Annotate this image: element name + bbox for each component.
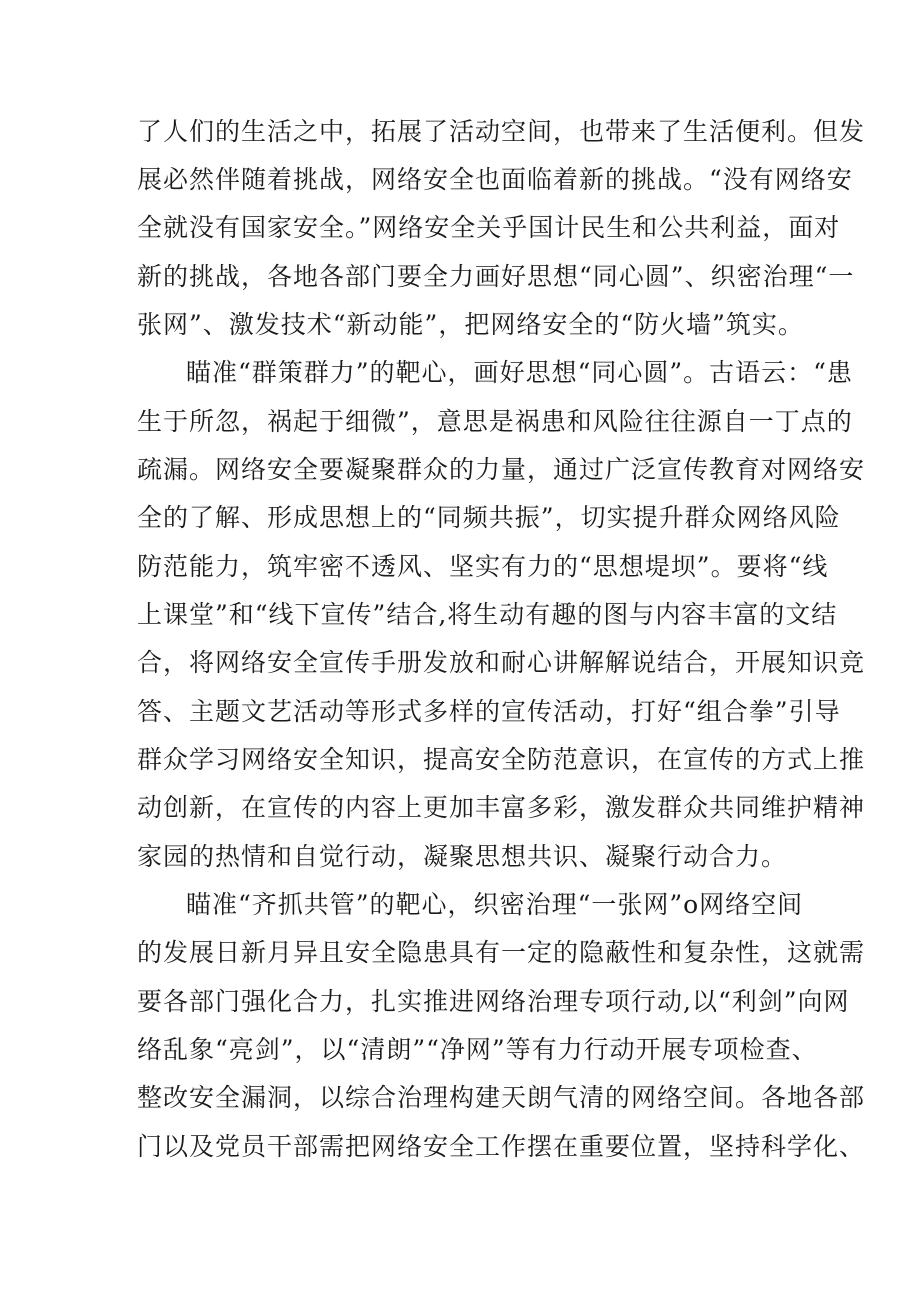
text-line: 张网”、激发技术“新动能”，把网络安全的“防火墙”筑实。 (137, 310, 804, 339)
text-line: 群众学习网络安全知识，提高安全防范意识，在宣传的方式上推 (137, 745, 866, 774)
text-line: 门以及党员干部需把网络安全工作摆在重要位置，坚持科学化、 (137, 1132, 866, 1161)
text-line: 上课堂”和“线下宣传”结合,将生动有趣的图与内容丰富的文结 (137, 600, 838, 629)
text-line: 动创新，在宣传的内容上更加丰富多彩，激发群众共同维护精神 (137, 793, 866, 822)
paragraph-first-line: 瞄准“群策群力”的靶心，画好思想“同心圆”。古语云：“患 (186, 358, 853, 387)
paragraph-first-line: 瞄准“齐抓共管”的靶心，织密治理“一张网”o网络空间 (186, 890, 804, 919)
text-line: 疏漏。网络安全要凝聚群众的力量，通过广泛宣传教育对网络安 (137, 455, 866, 484)
text-line: 答、主题文艺活动等形式多样的宣传活动，打好“组合拳”引导 (137, 697, 841, 726)
text-line: 全就没有国家安全。”网络安全关乎国计民生和公共利益，面对 (137, 213, 841, 242)
text-line: 的发展日新月异且安全隐患具有一定的隐蔽性和复杂性，这就需 (137, 938, 866, 967)
text-line: 家园的热情和自觉行动，凝聚思想共识、凝聚行动合力。 (137, 842, 788, 871)
text-line: 合，将网络安全宣传手册发放和耐心讲解解说结合，开展知识竞 (137, 648, 866, 677)
text-line: 展必然伴随着挑战，网络安全也面临着新的挑战。“没有网络安 (137, 165, 853, 194)
text-line: 络乱象“亮剑”，以“清朗”“净网”等有力行动开展专项检查、 (137, 1035, 818, 1064)
text-line: 整改安全漏洞，以综合治理构建天朗气清的网络空间。各地各部 (137, 1083, 866, 1112)
text-line: 要各部门强化合力，扎实推进网络治理专项行动,以“利剑”向网 (137, 987, 850, 1016)
text-line: 新的挑战，各地各部门要全力画好思想“同心圆”、织密治理“一 (137, 262, 855, 291)
text-line: 全的了解、形成思想上的“同频共振”，切实提升群众网络风险 (137, 503, 841, 532)
text-line: 生于所忽，祸起于细微”，意思是祸患和风险往往源自一丁点的 (137, 407, 853, 436)
text-line: 了人们的生活之中，拓展了活动空间，也带来了生活便利。但发 (137, 117, 866, 146)
text-line: 防范能力，筑牢密不透风、坚实有力的“思想堤坝”。要将“线 (137, 552, 829, 581)
